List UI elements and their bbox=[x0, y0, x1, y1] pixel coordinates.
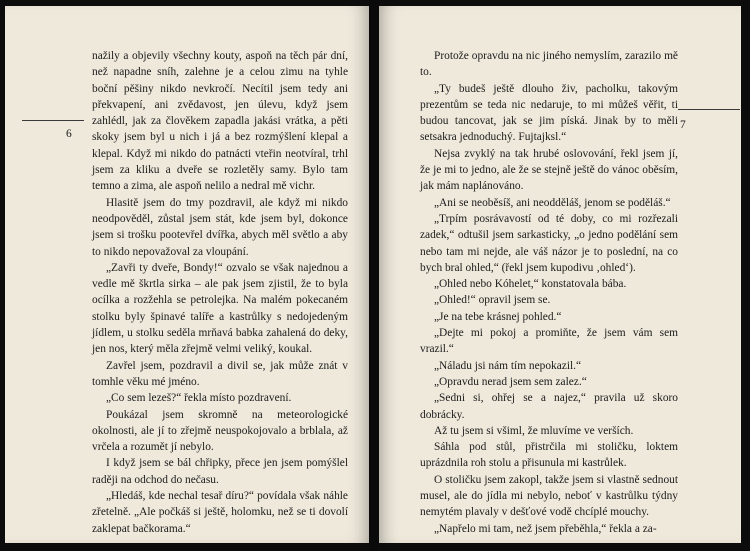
paragraph: „Napřelo mi tam, než jsem přeběhla,“ řekla a za- bbox=[434, 522, 657, 535]
book-gutter bbox=[369, 0, 379, 551]
paragraph: „Co sem lezeš?“ řekla místo pozdravení. bbox=[106, 392, 292, 405]
paragraph: Protože opravdu na nic jiného nemyslím, zarazilo mě to. bbox=[420, 50, 678, 79]
paragraph: Poukázal jsem skromně na meteorologické okolnosti, ale jí to zřejmě neuspokojovalo a brblala, až vrčela a rozumět jí nebylo. bbox=[92, 408, 348, 454]
paragraph: „Dejte mi pokoj a promiňte, že jsem vám sem vrazil.“ bbox=[420, 327, 678, 356]
paragraph: „Ohled nebo Kóhelet,“ konstatovala bába. bbox=[434, 278, 627, 291]
paragraph: „Je na tebe krásnej pohled.“ bbox=[434, 310, 562, 323]
right-page-text bbox=[420, 48, 678, 537]
paragraph: O stoličku jsem zakopl, takže jsem si vlastně sednout musel, ale do jídla mi nebylo, neboť v kastrůlku týdny nemytém plavaly v dešťové vodě chcíplé mouchy. bbox=[420, 473, 678, 519]
page-number: 6 bbox=[66, 128, 72, 140]
paragraph: Zavřel jsem, pozdravil a divil se, jak může znát v tomhle věku mé jméno. bbox=[92, 359, 348, 388]
paragraph: „Ty budeš ještě dlouho živ, pacholku, takovým prezentům se teda nic nedaruje, to mi můžeš věřit, ti budou tancovat, jak se jim píská. Jinak by to měli setsakra jednoduchý. Fujtajksl.“ bbox=[420, 82, 678, 144]
paragraph: nažily a objevily všechny kouty, aspoň na těch pár dní, než napadne sníh, zalehne je a celou zimu na tyhle boční pěšiny nikdo nevkročí. Necítil jsem tedy ani překvapení, ani zvědavost, jen úlevu, když jsem zahlédl, jak za člověkem zapadla jakási vrátka, a pěti skoky jsem byl u nich i já a bez rozmýšlení klepal a klepal. Když mi nikdo do patnácti vteřin neotvíral, trhl jsem za kliku a dveře se rozletěly samy. Bylo tam temno a zima, ale aspoň nelilo a nedral mě vichr. bbox=[92, 50, 348, 193]
right-page bbox=[379, 6, 741, 543]
paragraph: „Trpím posrávavostí od té doby, co mi rozřezali zadek,“ odtušil jsem sarkasticky, „o jedno podělání sem nebo tam mi nejde, ale váš názor je to poslední, na co bych bral ohled,“ (řekl jsem kupodivu ‚ohled‘). bbox=[420, 212, 678, 274]
paragraph: „Náladu jsi nám tím nepokazil.“ bbox=[434, 359, 582, 372]
paragraph: „Sedni si, ohřej se a najez,“ pravila už skoro dobrácky. bbox=[420, 392, 678, 421]
paragraph: Až tu jsem si všiml, že mluvíme ve verších. bbox=[434, 424, 634, 437]
paragraph: Sáhla pod stůl, přistrčila mi stoličku, loktem uprázdnila roh stolu a přisunula mi kastrůlek. bbox=[420, 441, 678, 470]
page-number-rule bbox=[22, 120, 84, 121]
paragraph: „Ani se neoběsíš, ani neodděláš, jenom se poděláš.“ bbox=[434, 196, 671, 209]
paragraph: „Zavři ty dveře, Bondy!“ ozvalo se však najednou a vedle mě škrtla sirka – ale pak jsem zjistil, že to byla ocílka a rozžehla se petrolejka. Na malém pokecaném stolku byly špinavé talíře a kastrůlky s nedojedeným jídlem, u stolku seděla mrňavá babka zahalená do deky, jen nos, který měla zřejmě velmi veliký, koukal. bbox=[92, 261, 348, 356]
page-number-rule bbox=[678, 109, 740, 110]
paragraph: I když jsem se bál chřipky, přece jen jsem pomýšlel raději na odchod do nečasu. bbox=[92, 457, 348, 486]
paragraph: „Ohled!“ opravil jsem se. bbox=[434, 294, 551, 307]
paragraph: Nejsa zvyklý na tak hrubé oslovování, řekl jsem jí, že je mi to jedno, ale že se stejně ještě do vánoc oběsím, jak mám naplánováno. bbox=[420, 147, 678, 193]
left-page bbox=[5, 6, 369, 543]
page-number: 7 bbox=[680, 119, 686, 131]
paragraph: „Opravdu nerad jsem sem zalez.“ bbox=[434, 375, 587, 388]
left-page-text bbox=[92, 48, 348, 537]
paragraph: „Hledáš, kde nechal tesař díru?“ povídala však náhle zřetelně. „Ale počkáš si ještě, holomku, než se ti dovolí zaklepat bačkorama.“ bbox=[92, 490, 348, 535]
paragraph: Hlasitě jsem do tmy pozdravil, ale když mi nikdo neodpověděl, zůstal jsem stát, kde jsem byl, dokonce jsem si trošku pootevřel dvířka, abych měl světlo a aby to nikdo nepovažoval za vloupání. bbox=[92, 196, 348, 258]
